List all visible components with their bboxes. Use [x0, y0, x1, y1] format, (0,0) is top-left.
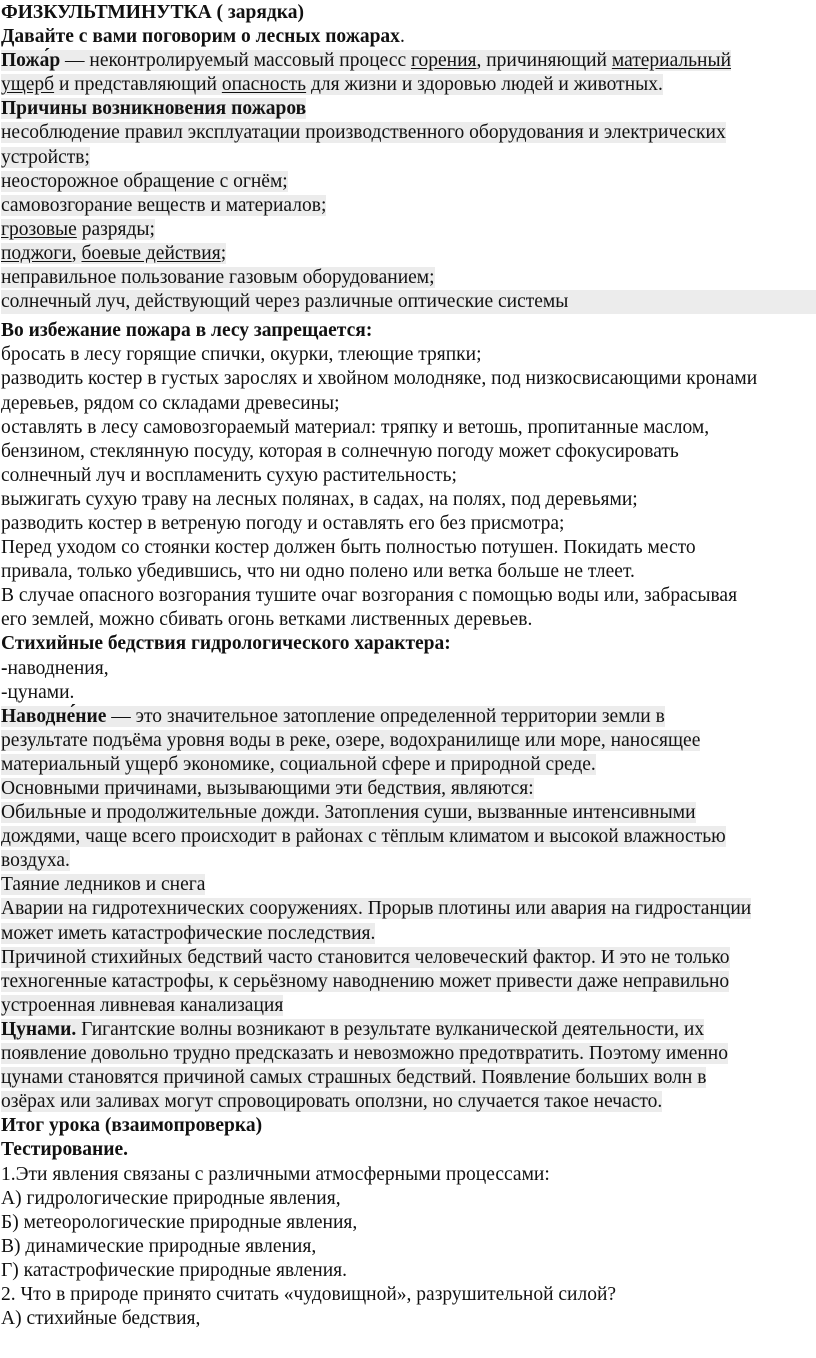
flood-cause-2: Таяние ледников и снега [1, 874, 206, 896]
flood-definition-1: Наводне́ние — это значительное затопление определенной территории земли в [1, 705, 665, 727]
flood-cause-4-end: устроенная ливневая канализация [1, 994, 284, 1016]
heading-lesson-summary: Итог урока (взаимопроверка) [1, 1115, 263, 1137]
forbidden-2: разводить костер в густых зарослях и хвойном молодняке, под низкосвисающими кронами [1, 368, 758, 390]
forbidden-3: оставлять в лесу самовозгораемый материал: тряпку и ветошь, пропитанные маслом, [1, 416, 710, 438]
heading-causes: Причины возникновения пожаров [1, 98, 307, 120]
tsunami-3: цунами становятся причиной самых страшных бедствий. Появление больших волн в [1, 1067, 707, 1089]
cause-2: неосторожное обращение с огнём; [1, 170, 288, 192]
link-opasnost[interactable]: опасность [221, 74, 307, 96]
question-2: 2. Что в природе принято считать «чудовищной», разрушительной силой? [1, 1283, 617, 1305]
heading-exercise: ФИЗКУЛЬТМИНУТКА ( зарядка) [1, 2, 304, 23]
tsunami-1: Цунами. Гигантские волны возникают в результате вулканической деятельности, их [1, 1018, 705, 1040]
heading-forbidden: Во избежание пожара в лесу запрещается: [1, 320, 373, 342]
cause-1-cont: устройств; [1, 146, 90, 168]
flood-cause-1: Обильные и продолжительные дожди. Затопления суши, вызванные интенсивными [1, 802, 696, 824]
intro-line: Давайте с вами поговорим о лесных пожарах. [1, 26, 405, 48]
flood-cause-3: Аварии на гидротехнических сооружениях. Прорыв плотины или авария на гидростанции [1, 898, 752, 920]
heading-hydrological: Стихийные бедствия гидрологического характера: [1, 633, 451, 655]
question-1: 1.Эти явления связаны с различными атмосферными процессами: [1, 1163, 550, 1185]
cause-5: поджоги, боевые действия; [1, 242, 227, 264]
q1-option-c: В) динамические природные явления, [1, 1235, 317, 1257]
flood-cause-4-cont: техногенные катастрофы, к серьёзному наводнению может привести даже неправильно [1, 970, 730, 992]
campfire-rule-2: привала, только убедившись, что ни одно полено или ветка больше не тлеет. [1, 561, 635, 583]
flood-cause-1-cont: дождями, чаще всего происходит в районах с тёплым климатом и высокой влажностью [1, 826, 726, 848]
link-boevye-deistviya[interactable]: боевые действия [81, 242, 221, 264]
forbidden-2-cont: деревьев, рядом со складами древесины; [1, 392, 340, 414]
q1-option-b: Б) метеорологические природные явления, [1, 1211, 358, 1233]
forbidden-4: выжигать сухую траву на лесных полянах, в садах, на полях, под деревьями; [1, 488, 638, 510]
cause-7: солнечный луч, действующий через различные оптические системы [1, 290, 816, 314]
q2-option-a: А) стихийные бедствия, [1, 1308, 201, 1330]
hydro-item-1: -наводнения, [1, 657, 109, 679]
campfire-rule-1: Перед уходом со стоянки костер должен быть полностью потушен. Покидать место [1, 537, 696, 559]
link-grozovye[interactable]: грозовые [1, 218, 77, 240]
heading-testing: Тестирование. [1, 1139, 129, 1161]
link-podzhogi[interactable]: поджоги [1, 242, 72, 264]
cause-3: самовозгорание веществ и материалов; [1, 194, 327, 216]
flood-definition-3: материальный ущерб экономике, социальной сфере и природной среде. [1, 753, 596, 775]
flood-definition-2: результате подъёма уровня воды в реке, озере, водохранилище или море, наносящее [1, 729, 701, 751]
forbidden-3-cont-2: солнечный луч и воспламенить сухую растительность; [1, 464, 457, 486]
tsunami-2: появление довольно трудно предсказать и невозможно предотвратить. Поэтому именно [1, 1043, 728, 1065]
link-materialny[interactable]: материальный [611, 50, 732, 72]
flood-cause-1-end: воздуха. [1, 850, 70, 872]
tsunami-4: озёрах или заливах могут спровоцировать оползни, но случается такое нечасто. [1, 1091, 663, 1113]
cause-4: грозовые разряды; [1, 218, 155, 240]
flood-cause-3-cont: может иметь катастрофические последствия. [1, 922, 376, 944]
fire-definition-line-1: Пожа́р — неконтролируемый массовый процесс горения, причиняющий материальный [1, 50, 732, 72]
forbidden-5: разводить костер в ветреную погоду и оставлять его без присмотра; [1, 512, 565, 534]
cause-1: несоблюдение правил эксплуатации производственного оборудования и электрических [1, 122, 726, 144]
link-usherb[interactable]: ущерб [1, 74, 55, 96]
forbidden-3-cont-1: бензином, стеклянную посуду, которая в солнечную погоду может сфокусировать [1, 440, 679, 462]
extinguish-rule-1: В случае опасного возгорания тушите очаг возгорания с помощью воды или, забрасывая [1, 585, 738, 607]
q1-option-a: А) гидрологические природные явления, [1, 1187, 341, 1209]
link-gorenie[interactable]: горения [410, 50, 477, 72]
cause-6: неправильное пользование газовым оборудованием; [1, 267, 435, 289]
fire-definition-line-2: ущерб и представляющий опасность для жизни и здоровью людей и животных. [1, 74, 663, 96]
hydro-item-2: -цунами. [1, 681, 75, 703]
extinguish-rule-2: его землей, можно сбивать огонь ветками лиственных деревьев. [1, 609, 533, 631]
flood-causes-intro: Основными причинами, вызывающими эти бедствия, являются: [1, 778, 534, 799]
flood-cause-4: Причиной стихийных бедствий часто становится человеческий фактор. И это не только [1, 946, 730, 968]
forbidden-1: бросать в лесу горящие спички, окурки, тлеющие тряпки; [1, 344, 482, 366]
q1-option-d: Г) катастрофические природные явления. [1, 1259, 347, 1281]
